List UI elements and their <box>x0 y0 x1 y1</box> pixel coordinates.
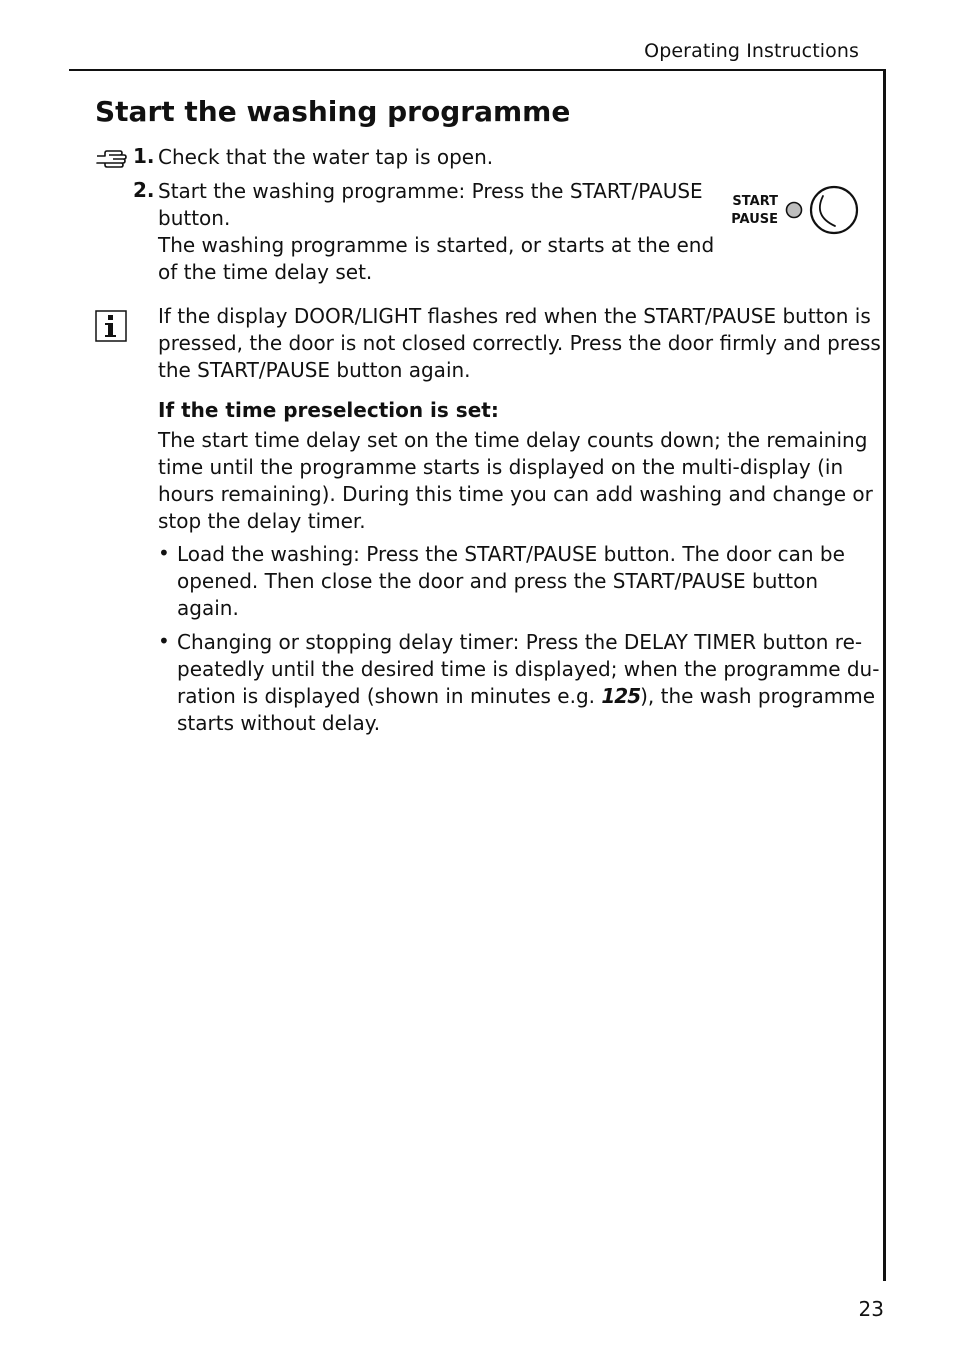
section-title: Start the washing programme <box>95 95 571 128</box>
bullet-load-washing <box>177 541 845 622</box>
step-2-line: The washing programme is started, or starts at the end <box>158 233 715 257</box>
bullet-line: again. <box>177 596 239 620</box>
bullet-delay-timer <box>177 629 879 737</box>
panel-label-start: START <box>732 194 778 209</box>
step-2-text <box>158 178 714 286</box>
top-rule <box>69 69 886 71</box>
preselection-paragraph <box>158 427 873 535</box>
display-sample-digits: 125 <box>601 684 641 708</box>
page-number: 23 <box>858 1297 884 1321</box>
indicator-lamp-icon <box>787 203 802 218</box>
bullet-line: opened. Then close the door and press the START/PAUSE button <box>177 569 818 593</box>
info-icon <box>95 310 127 342</box>
panel-label-pause: PAUSE <box>731 212 778 227</box>
pointing-hand-icon <box>95 147 131 169</box>
preselection-line: stop the delay timer. <box>158 509 366 533</box>
step-1-text: Check that the water tap is open. <box>158 145 494 169</box>
bullet-line-part: ration is displayed (shown in minutes e.g. <box>177 684 602 708</box>
info-note-line: pressed, the door is not closed correctly. Press the door firmly and press <box>158 331 881 355</box>
bullet-line: Load the washing: Press the START/PAUSE button. The door can be <box>177 542 845 566</box>
preselection-line: time until the programme starts is displayed on the multi-display (in <box>158 455 844 479</box>
step-2-line: button. <box>158 206 231 230</box>
step-1-number: 1. <box>133 144 155 168</box>
info-note-line: the START/PAUSE button again. <box>158 358 471 382</box>
preselection-line: hours remaining). During this time you can add washing and change or <box>158 482 873 506</box>
running-title: Operating Instructions <box>644 40 859 62</box>
preselection-heading: If the time preselection is set: <box>158 398 499 422</box>
bullet-dot: • <box>158 629 170 653</box>
bullet-line: starts without delay. <box>177 711 381 735</box>
step-2-number: 2. <box>133 178 155 202</box>
step-2-line: Start the washing programme: Press the START/PAUSE <box>158 179 703 203</box>
bullet-line-part: ), the wash programme <box>640 684 876 708</box>
step-2-line: of the time delay set. <box>158 260 373 284</box>
bullet-line-with-sample <box>177 683 879 710</box>
bullet-line: Changing or stopping delay timer: Press the DELAY TIMER button re- <box>177 630 863 654</box>
start-pause-button-illustration <box>727 184 861 236</box>
info-note-text <box>158 303 881 384</box>
right-rule <box>883 69 886 1281</box>
bullet-line: peatedly until the desired time is displayed; when the programme du- <box>177 657 880 681</box>
bullet-dot: • <box>158 541 170 565</box>
info-note-line: If the display DOOR/LIGHT flashes red when the START/PAUSE button is <box>158 304 871 328</box>
preselection-line: The start time delay set on the time delay counts down; the remaining <box>158 428 868 452</box>
